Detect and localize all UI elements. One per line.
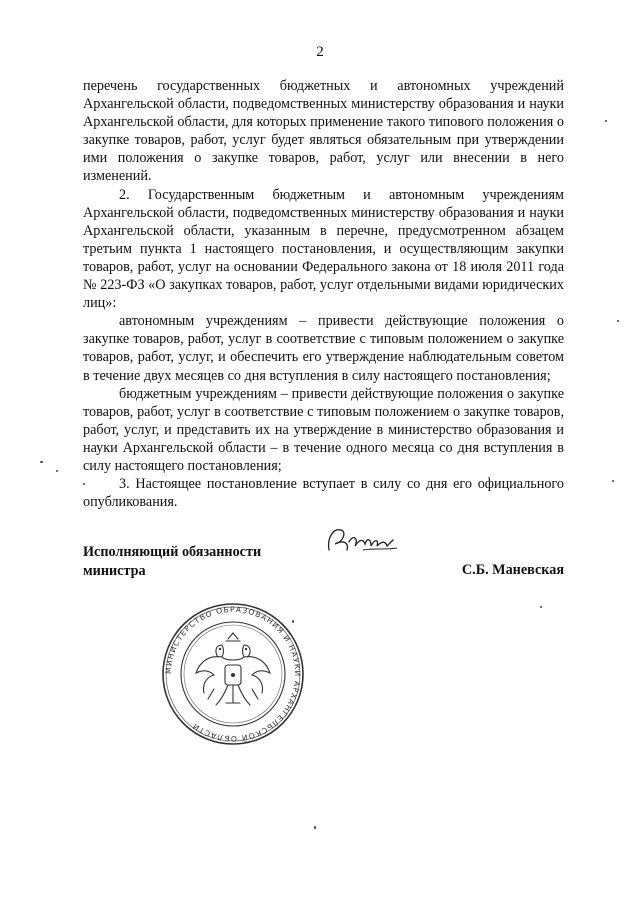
paragraph-budget: бюджетным учреждениям – привести действующие положения о закупке товаров, работ, услуг в соответствие с типовым положением о закупке товаров, работ, услуг, и представить их на утверждение в министерство образования и науки Архангельской области – в течение одного месяца со дня вступления в силу настоящего постановления; [83,385,564,474]
scan-speck [605,120,607,122]
scan-speck [314,826,316,829]
signer-position-line1: Исполняющий обязанности [83,544,262,560]
scan-speck [83,483,85,485]
scan-speck [56,470,58,472]
paragraph-autonomous: автономным учреждениям – привести действующие положения о закупке товаров, работ, услуг в соответствие с типовым положением о закупке товаров, работ, услуг, и обеспечить его утверждение наблюдательным советом в течение двух месяцев со дня вступления в силу настоящего постановления; [83,313,564,384]
handwritten-signature [323,520,403,560]
scan-speck [617,320,619,322]
scan-speck [612,480,614,482]
seal-outer-text: МИНИСТЕРСТВО ОБРАЗОВАНИЯ И НАУКИ АРХАНГЕЛЬСКОЙ ОБЛАСТИ [163,604,303,744]
page-number: 2 [316,44,324,60]
signer-position [83,543,261,581]
scan-speck [292,620,294,623]
scan-speck [40,461,43,463]
signer-name: С.Б. Маневская [461,562,564,578]
paragraph-item-2: 2. Государственным бюджетным и автономным учреждениям Архангельской области, подведомственных министерству образования и науки Архангельской области, указанным в перечне, предусмотренном абзацем третьим пункта 1 настоящего постановления, и осуществляющим закупки товаров, работ, услуг на основании Федерального закона от 18 июля 2011 года № 223-ФЗ «О закупках товаров, работ, услуг отдельными видами юридических лиц»: [83,186,564,312]
signer-position-line2: министра [83,563,146,579]
document-body [83,77,564,511]
paragraph-list-intro: перечень государственных бюджетных и автономных учреждений Архангельской области, подведомственных министерству образования и науки Архангельской области, для которых применение такого типового положения о закупке товаров, работ, услуг будет являться обязательным при утверждении ими положения о закупке товаров, работ, услуг или внесении в него изменений. [83,78,564,185]
scan-speck [540,606,542,608]
paragraph-item-3: 3. Настоящее постановление вступает в силу со дня его официального опубликования. [83,476,564,511]
official-seal-emblem [158,599,308,749]
